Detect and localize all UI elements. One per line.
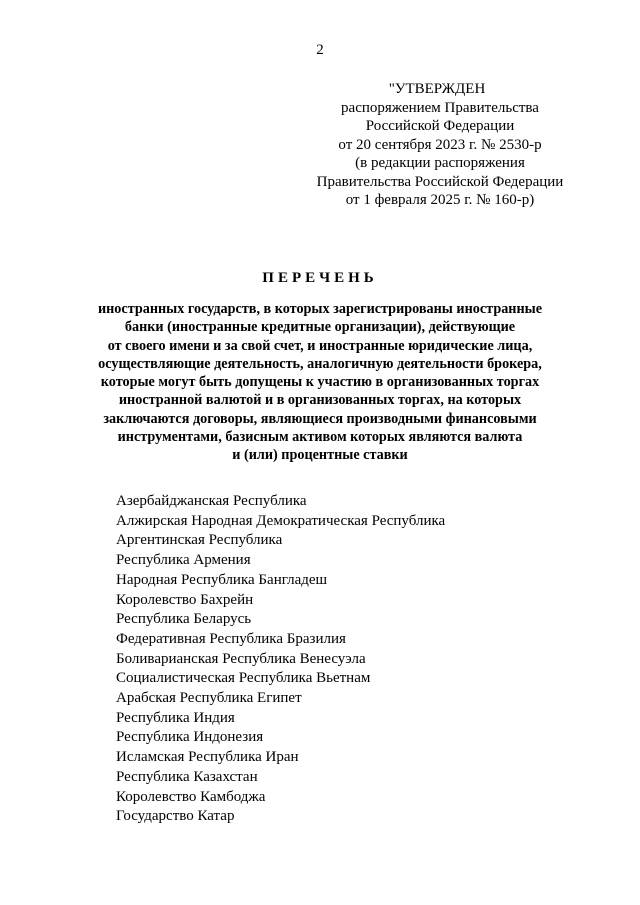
subtitle-line: от своего имени и за свой счет, и иностранные юридические лица, [107, 337, 533, 354]
subtitle-line: иностранных государств, в которых зарегистрированы иностранные [97, 301, 543, 317]
subtitle-line: инструментами, базисным активом которых являются валюта [117, 429, 523, 446]
approval-line: "УТВЕРЖДЕН [388, 81, 486, 97]
approval-block [300, 80, 580, 210]
document-title: ПЕРЕЧЕНЬ [262, 270, 378, 286]
country-item: Азербайджанская Республика [116, 493, 307, 509]
approval-line: от 20 сентября 2023 г. № 2530-р [338, 136, 542, 153]
country-item: Республика Индия [116, 709, 235, 726]
subtitle-line: заключаются договоры, являющиеся производными финансовыми [103, 410, 537, 427]
document-subtitle [60, 300, 580, 465]
approval-line: Российской Федерации [365, 118, 515, 134]
country-item: Республика Армения [116, 552, 251, 569]
country-item: Государство Катар [116, 808, 235, 825]
subtitle-line: иностранной валютой и в организованных торгах, на которых [118, 392, 522, 409]
country-item: Алжирская Народная Демократическая Республика [116, 512, 446, 529]
country-item: Республика Беларусь [116, 611, 252, 628]
approval-line: от 1 февраля 2025 г. № 160-р) [345, 192, 535, 208]
subtitle-line: которые могут быть допущены к участию в организованных торгах [100, 374, 540, 391]
country-item: Республика Индонезия [116, 729, 264, 746]
country-item: Королевство Камбоджа [116, 788, 266, 805]
approval-line: Правительства Российской Федерации [316, 173, 564, 190]
country-item: Федеративная Республика Бразилия [116, 630, 346, 647]
approval-line: (в редакции распоряжения [355, 155, 525, 171]
country-item: Аргентинская Республика [116, 532, 283, 549]
country-item: Арабская Республика Египет [116, 690, 302, 707]
country-item: Исламская Республика Иран [116, 749, 299, 766]
country-item: Социалистическая Республика Вьетнам [116, 670, 371, 687]
approval-line: распоряжением Правительства [341, 99, 539, 116]
country-item: Боливарианская Республика Венесуэла [116, 650, 366, 667]
subtitle-line: банки (иностранные кредитные организации), действующие [124, 319, 516, 336]
subtitle-line: осуществляющие деятельность, аналогичную деятельности брокера, [98, 355, 542, 372]
country-item: Королевство Бахрейн [116, 591, 254, 608]
country-item: Народная Республика Бангладеш [116, 571, 328, 588]
country-list [116, 492, 445, 827]
page-number: 2 [316, 42, 324, 58]
subtitle-line: и (или) процентные ставки [232, 447, 408, 464]
country-item: Республика Казахстан [116, 768, 258, 785]
